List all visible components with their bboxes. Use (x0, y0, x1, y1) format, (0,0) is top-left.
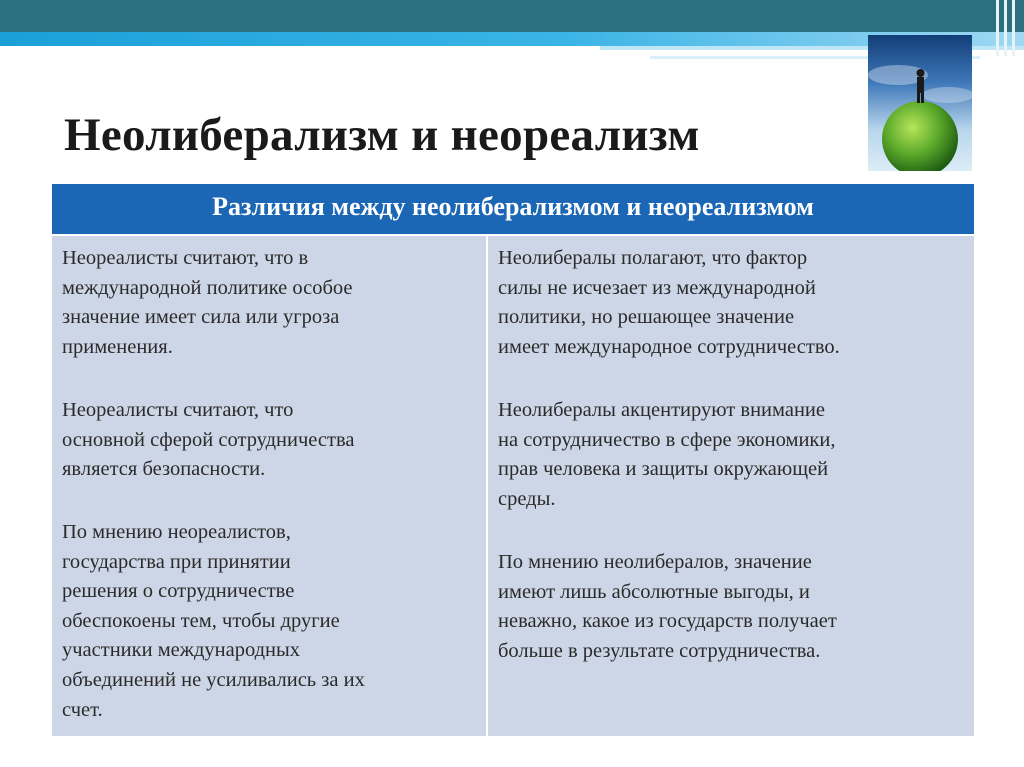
top-decor-stripe (1004, 0, 1007, 56)
neoliberalism-column (488, 236, 974, 736)
neorealism-point: Неореалисты считают, что в международной политике особое значение имеет сила или угроза применения. (62, 247, 353, 358)
neoliberalism-point: По мнению неолибералов, значение имеют лишь абсолютные выгоды, и неважно, какое из государств получает больше в результате сотрудничества. (498, 551, 837, 662)
neorealism-point: Неореалисты считают, что основной сферой сотрудничества является безопасности. (62, 399, 355, 481)
neorealism-column (52, 236, 486, 736)
top-decor-stripe (1012, 0, 1015, 56)
top-decor-stripe (996, 0, 999, 56)
globe-icon (868, 35, 972, 171)
top-decor-bar-dark (0, 0, 1024, 32)
neoliberalism-point: Неолибералы полагают, что фактор силы не исчезает из международной политики, но решающее значение имеет международное сотрудничество. (498, 247, 840, 358)
table-header-text: Различия между неолиберализмом и неореализмом (212, 192, 814, 221)
globe-with-person-image (868, 35, 972, 171)
comparison-table (52, 184, 974, 736)
slide-title: Неолиберализм и неореализм (64, 109, 700, 161)
neorealism-point: По мнению неореалистов, государства при принятии решения о сотрудничестве обеспокоены тем, чтобы другие участники международных объединений не усиливались за их счет. (62, 521, 365, 721)
table-header (52, 184, 974, 236)
neoliberalism-point: Неолибералы акцентируют внимание на сотрудничество в сфере экономики, прав человека и защиты окружающей среды. (498, 399, 836, 510)
